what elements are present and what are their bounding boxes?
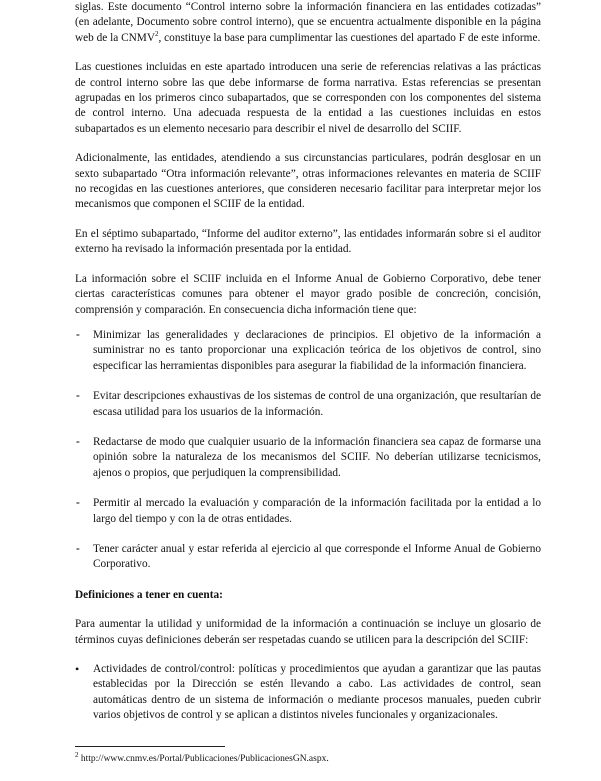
footnote-reference[interactable]: 2 [155,30,159,39]
footnote-divider [75,746,225,747]
footnote-link[interactable]: http://www.cnmv.es/Portal/Publicaciones/PublicacionesGN.aspx. [78,754,329,764]
bullet-icon: • [75,662,80,676]
paragraph-intro [75,0,541,46]
dash-bullet-icon: - [76,542,80,555]
paragraph-other-information: Adicionalmente, las entidades, atendiendo a sus circunstancias particulares, podrán desglosar en un sexto subapartado “Otra información relevante”, otras informaciones relevantes en materia de SCIIF no recogidas en las cuestiones anteriores, que consideren necesario facilitar para interpretar mejor los mecanismos que componen el SCIIF de la entidad. [75,152,541,211]
footnote [75,750,329,765]
dash-bullet-icon: - [76,497,80,510]
dash-bullet-icon: - [76,435,80,448]
list-item [75,435,541,481]
list-item [75,542,541,573]
paragraph-characteristics: La información sobre el SCIIF incluida en el Informe Anual de Gobierno Corporativo, debe tener ciertas características comunes para obtener el mayor grado posible de concreción, concisión, comprensión y comparación. En consecuencia dicha información tiene que: [75,272,541,316]
definitions-intro: Para aumentar la utilidad y uniformidad de la información a continuación se incluye un glosario de términos cuyas definiciones deberán ser respetadas cuando se utilicen para la descripción del SCIIF: [75,618,541,646]
footnote-number: 2 [75,750,79,759]
dash-bullet-icon: - [76,328,80,341]
dash-bullet-icon: - [76,390,80,403]
list-item-text: Minimizar las generalidades y declaraciones de principios. El objetivo de la información a suministrar no es tanto proporcionar una explicación teórica de los objetivos de control, sino especificar las herramientas disponibles para asegurar la fiabilidad de la información financiera. [93,328,541,372]
definition-text: Actividades de control/control: políticas y procedimientos que ayudan a garantizar que las pautas establecidas por la Dirección se estén llevando a cabo. Las actividades de control, sean automáticas dentro de un sistema de información o mediante procesos manuales, pueden cubrir varios objetivos de control y se aplican a distintos niveles funcionales y organizacionales. [93,663,541,722]
document-body [75,0,541,724]
list-item-text: Redactarse de modo que cualquier usuario de la información financiera sea capaz de formarse una opinión sobre la naturaleza de los mecanismos del SCIIF. No deberían utilizarse tecnicismos, ajenos o propios, que perjudiquen la comprensibilidad. [93,435,541,479]
paragraph-external-auditor: En el séptimo subapartado, “Informe del auditor externo”, las entidades informarán sobre si el auditor externo ha revisado la información presentada por la entidad. [75,227,541,256]
list-item-text: Tener carácter anual y estar referida al ejercicio al que corresponde el Informe Anual de Gobierno Corporativo. [93,542,541,571]
list-item-text: Permitir al mercado la evaluación y comparación de la información facilitada por la entidad a lo largo del tiempo y con la de otras entidades. [93,497,541,525]
list-item [75,328,541,374]
list-item [75,389,541,420]
definitions-heading: Definiciones a tener en cuenta: [75,588,223,601]
paragraph-intro-text-end: , constituye la base para cumplimentar las cuestiones del apartado F de este informe. [158,31,541,44]
paragraph-intro-text: siglas. Este documento “Control interno sobre la información financiera en las entidades cotizadas” (en adelante, Documento sobre control interno), que se encuentra actualmente disponible en la página web de la CNMV [75,1,541,44]
characteristics-list [75,328,541,573]
list-item-text: Evitar descripciones exhaustivas de los sistemas de control de una organización, que resultarían de escasa utilidad para los usuarios de la información. [93,390,541,418]
definition-item [75,662,541,724]
paragraph-references: Las cuestiones incluidas en este apartado introducen una serie de referencias relativas a las prácticas de control interno sobre las que debe informarse de forma narrativa. Estas referencias se presentan agrupadas en los primeros cinco subapartados, que se corresponden con los componentes del sistema de control interno. Una adecuada respuesta de la entidad a las cuestiones incluidas en estos subapartados es un elemento necesario para describir el nivel de desarrollo del SCIIF. [75,61,541,135]
list-item [75,496,541,527]
